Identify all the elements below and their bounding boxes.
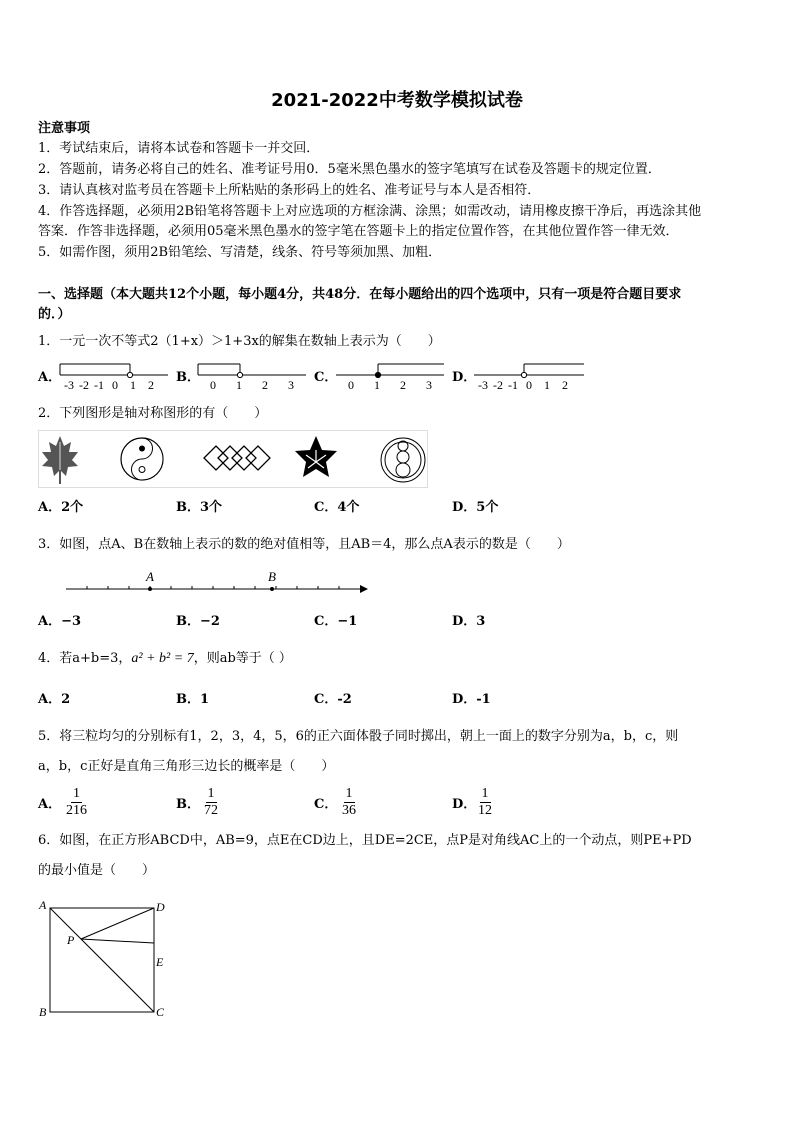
q5-label-d: D． (452, 797, 477, 812)
star-figure (295, 436, 337, 477)
knot-figure (204, 446, 270, 470)
denominator: 12 (478, 803, 492, 818)
tick-label: 1 (374, 378, 380, 392)
tick-label: -2 (493, 378, 503, 392)
tick-label: 2 (148, 378, 154, 392)
q4-formula: a² + b² = 7 (131, 651, 194, 666)
tick-label: 2 (562, 378, 568, 392)
q2-option-a: A．2个 (38, 500, 84, 515)
q1-numberline-d (472, 360, 586, 394)
denominator: 36 (342, 803, 356, 818)
tick-label: 0 (112, 378, 118, 392)
q4-stem-pre: 4．若a+b=3， (38, 651, 132, 666)
tick-label: 0 (210, 378, 216, 392)
tick-label: -2 (79, 378, 89, 392)
tick-label: 1 (236, 378, 242, 392)
numerator: 1 (345, 786, 353, 801)
tick-label: 0 (526, 378, 532, 392)
point-e-label: E (156, 955, 164, 969)
q5-label-a: A． (38, 797, 62, 812)
q5-fraction-d (476, 786, 494, 819)
q3-option-c: C．−1 (314, 614, 358, 629)
q4-option-a: A．2 (38, 692, 71, 707)
point-a-label: A (146, 569, 154, 584)
q5-fraction-a (64, 786, 89, 819)
q3-option-b: B．−2 (176, 614, 220, 629)
q2-option-c: C．4个 (314, 500, 360, 515)
numerator: 1 (481, 786, 489, 801)
q6-square-figure (36, 896, 176, 1024)
q3-option-a: A．−3 (38, 614, 82, 629)
note-item: 答案．作答非选择题，必须用05毫米黑色墨水的签字笔在答题卡上的指定位置作答，在其他位置作答一律无效． (38, 224, 679, 239)
page-title: 2021-2022中考数学模拟试卷 (271, 90, 523, 111)
q3-numberline (62, 568, 372, 598)
numerator: 1 (73, 786, 80, 801)
q2-option-b: B．3个 (176, 500, 223, 515)
circles-figure (381, 438, 425, 482)
q4-option-c: C．-2 (314, 692, 352, 707)
q1-label-a: A． (38, 370, 62, 385)
tick-label: -3 (478, 378, 488, 392)
q5-label-c: C． (314, 797, 338, 812)
q2-option-d: D．5个 (452, 500, 499, 515)
q4-option-b: B．1 (176, 692, 210, 707)
q1-label-d: D． (452, 370, 477, 385)
yin-yang-figure (121, 438, 163, 480)
note-item: 1．考试结束后，请将本试卷和答题卡一并交回． (38, 141, 320, 156)
tick-label: 3 (426, 378, 432, 392)
q5-label-b: B． (176, 797, 200, 812)
q3-stem: 3．如图，点A、B在数轴上表示的数的绝对值相等，且AB＝4，那么点A表示的数是（ ） (38, 537, 570, 552)
vertex-a-label: A (39, 898, 47, 912)
note-item: 2．答题前，请务必将自己的姓名、准考证号用0．5毫米黑色墨水的签字笔填写在试卷及答题卡的规定位置． (38, 162, 661, 177)
section-heading-cont: 的．） (38, 307, 71, 322)
q1-stem: 1．一元一次不等式2（1+x）＞1+3x的解集在数轴上表示为（ ） (38, 334, 441, 349)
section-heading: 一、选择题（本大题共12个小题，每小题4分，共48分．在每小题给出的四个选项中，只有一项是符合题目要求 (38, 287, 682, 302)
q5-line2: a，b，c正好是直角三角形三边长的概率是（ ） (38, 759, 335, 774)
tick-label: 2 (400, 378, 406, 392)
maple-leaf-figure (42, 436, 78, 484)
note-item: 4．作答选择题，必须用2B铅笔将答题卡上对应选项的方框涂满、涂黑；如需改动，请用橡皮擦干净后，再选涂其他 (38, 204, 702, 219)
tick-label: -3 (64, 378, 74, 392)
point-p-label: P (67, 933, 75, 947)
tick-label: 0 (348, 378, 354, 392)
q1-numberline-a (58, 360, 170, 394)
notes-heading: 注意事项 (38, 121, 91, 136)
q4-stem (38, 649, 292, 669)
vertex-d-label: D (156, 900, 165, 914)
tick-label: 1 (544, 378, 550, 392)
q2-figures (38, 430, 428, 488)
q3-option-d: D．3 (452, 614, 486, 629)
q6-line1: 6．如图，在正方形ABCD中，AB=9，点E在CD边上，且DE=2CE，点P是对角线AC上的一个动点，则PE+PD (38, 833, 692, 848)
q2-stem: 2．下列图形是轴对称图形的有（ ） (38, 406, 268, 421)
note-item: 5．如需作图，须用2B铅笔绘、写清楚，线条、符号等须加黑、加粗． (38, 245, 442, 260)
q5-fraction-b (202, 786, 220, 819)
q1-numberline-b (196, 360, 308, 394)
q1-label-c: C． (314, 370, 338, 385)
vertex-b-label: B (39, 1005, 47, 1019)
vertex-c-label: C (156, 1005, 165, 1019)
q5-fraction-c (340, 786, 358, 819)
numerator: 1 (207, 786, 215, 801)
tick-label: -1 (94, 378, 104, 392)
tick-label: 3 (288, 378, 294, 392)
denominator: 72 (204, 803, 218, 818)
q5-line1: 5．将三粒均匀的分别标有1，2，3，4，5，6的正六面体骰子同时掷出，朝上一面上的数字分别为a，b，c，则 (38, 729, 679, 744)
tick-label: 1 (130, 378, 136, 392)
q1-numberline-c (334, 360, 446, 394)
q4-option-d: D．-1 (452, 692, 491, 707)
q6-line2: 的最小值是（ ） (38, 863, 156, 878)
point-b-label: B (268, 569, 276, 584)
note-item: 3．请认真核对监考员在答题卡上所粘贴的条形码上的姓名、准考证号与本人是否相符． (38, 183, 541, 198)
q1-label-b: B． (176, 370, 200, 385)
tick-label: -1 (508, 378, 518, 392)
denominator: 216 (66, 803, 87, 818)
tick-label: 2 (262, 378, 268, 392)
q4-stem-post: ，则ab等于（ ） (193, 651, 292, 666)
